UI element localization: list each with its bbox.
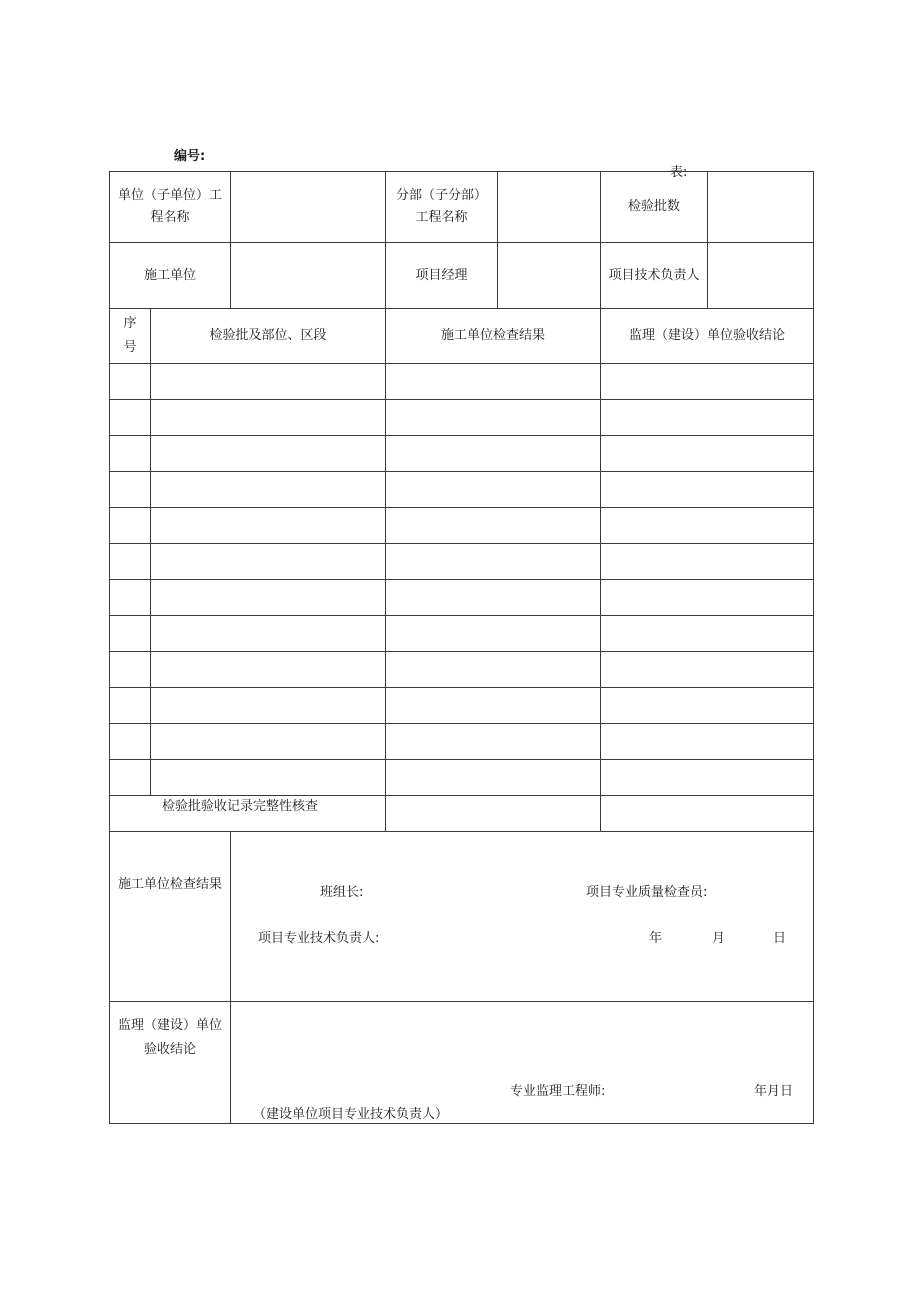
- table-row: [110, 364, 814, 400]
- sub-project-label-cell: [386, 172, 498, 243]
- supervision-engineer-label: 专业监理工程师:: [510, 1084, 606, 1099]
- batch-count-value[interactable]: [708, 172, 814, 243]
- supervision-conclusion-cell[interactable]: [601, 580, 814, 616]
- table-row: [110, 652, 814, 688]
- seq-cell[interactable]: [110, 436, 151, 472]
- batch-part-header-label: 检验批及部位、区段: [209, 328, 327, 343]
- year-label: 年: [649, 931, 663, 946]
- construction-unit-label-cell: [110, 243, 231, 309]
- tech-lead-label: 项目技术负责人: [608, 267, 700, 283]
- owner-tech-lead-note: （建设单位项目专业技术负责人）: [253, 1107, 449, 1122]
- seq-cell[interactable]: [110, 652, 151, 688]
- table-row: [110, 472, 814, 508]
- supervision-conclusion-cell[interactable]: [601, 760, 814, 796]
- construction-result-cell[interactable]: [386, 688, 601, 724]
- supervision-content[interactable]: [231, 1002, 814, 1124]
- tech-lead-value[interactable]: [708, 243, 814, 309]
- construction-result-cell[interactable]: [386, 616, 601, 652]
- table-row: [110, 724, 814, 760]
- unit-project-label: 单位（子单位）工程名称: [118, 188, 223, 225]
- supervision-conclusion-cell[interactable]: [601, 724, 814, 760]
- batch-part-cell[interactable]: [151, 724, 386, 760]
- batch-part-cell[interactable]: [151, 580, 386, 616]
- completeness-label: 检验批验收记录完整性核查: [162, 799, 319, 814]
- unit-project-label-cell: [110, 172, 231, 243]
- construction-result-cell[interactable]: [386, 724, 601, 760]
- batch-part-cell[interactable]: [151, 760, 386, 796]
- construction-tech-lead-label: 项目专业技术负责人:: [258, 931, 380, 946]
- batch-part-header: [151, 309, 386, 364]
- supervision-label-line1: 监理（建设）单位: [118, 1018, 223, 1033]
- table-row: [110, 400, 814, 436]
- seq-header: [110, 309, 151, 364]
- batch-count-label: 检验批数: [628, 199, 681, 214]
- completeness-construction-cell[interactable]: [386, 796, 601, 832]
- seq-cell[interactable]: [110, 508, 151, 544]
- acceptance-form: [109, 171, 814, 1124]
- seq-cell[interactable]: [110, 544, 151, 580]
- construction-result-cell[interactable]: [386, 544, 601, 580]
- construction-result-header: [386, 309, 601, 364]
- supervision-conclusion-header-label: 监理（建设）单位验收结论: [629, 328, 786, 343]
- table-row: [110, 616, 814, 652]
- seq-cell[interactable]: [110, 400, 151, 436]
- table-row: [110, 688, 814, 724]
- unit-project-value[interactable]: [231, 172, 386, 243]
- construction-result-cell[interactable]: [386, 580, 601, 616]
- table-row: [110, 760, 814, 796]
- month-label: 月: [712, 931, 726, 946]
- batch-part-cell[interactable]: [151, 436, 386, 472]
- supervision-label-cell: [110, 1002, 231, 1124]
- batch-part-cell[interactable]: [151, 544, 386, 580]
- batch-part-cell[interactable]: [151, 508, 386, 544]
- supervision-date-label: 年月日: [754, 1084, 794, 1099]
- seq-cell[interactable]: [110, 364, 151, 400]
- sub-project-label: 分部（子分部）工程名称: [396, 188, 488, 225]
- tech-lead-label-cell: [601, 243, 708, 309]
- seq-cell[interactable]: [110, 724, 151, 760]
- project-manager-value[interactable]: [498, 243, 601, 309]
- construction-result-header-label: 施工单位检查结果: [441, 328, 546, 343]
- completeness-label-cell: [110, 796, 386, 832]
- construction-check-label-cell: [110, 832, 231, 1002]
- project-manager-label-cell: [386, 243, 498, 309]
- team-leader-label: 班组长:: [320, 885, 364, 900]
- seq-cell[interactable]: [110, 688, 151, 724]
- table-row: [110, 508, 814, 544]
- supervision-conclusion-cell[interactable]: [601, 544, 814, 580]
- construction-check-content[interactable]: [231, 832, 814, 1002]
- serial-number-label: 编号:: [174, 149, 206, 164]
- supervision-conclusion-cell[interactable]: [601, 400, 814, 436]
- construction-result-cell[interactable]: [386, 760, 601, 796]
- seq-cell[interactable]: [110, 580, 151, 616]
- construction-result-cell[interactable]: [386, 364, 601, 400]
- construction-result-cell[interactable]: [386, 508, 601, 544]
- day-label: 日: [773, 931, 787, 946]
- seq-cell[interactable]: [110, 472, 151, 508]
- construction-result-cell[interactable]: [386, 400, 601, 436]
- construction-check-label: 施工单位检查结果: [118, 877, 223, 892]
- supervision-conclusion-cell[interactable]: [601, 652, 814, 688]
- construction-result-cell[interactable]: [386, 436, 601, 472]
- supervision-label-line2: 验收结论: [144, 1042, 197, 1057]
- quality-inspector-label: 项目专业质量检查员:: [586, 885, 708, 900]
- batch-part-cell[interactable]: [151, 652, 386, 688]
- table-row: [110, 580, 814, 616]
- seq-header-top: 序: [123, 316, 137, 331]
- batch-count-label-cell: [601, 172, 708, 243]
- supervision-conclusion-cell[interactable]: [601, 508, 814, 544]
- supervision-conclusion-cell[interactable]: [601, 364, 814, 400]
- supervision-conclusion-cell[interactable]: [601, 616, 814, 652]
- batch-part-cell[interactable]: [151, 472, 386, 508]
- batch-part-cell[interactable]: [151, 688, 386, 724]
- construction-result-cell[interactable]: [386, 652, 601, 688]
- supervision-conclusion-cell[interactable]: [601, 688, 814, 724]
- batch-part-cell[interactable]: [151, 616, 386, 652]
- supervision-conclusion-cell[interactable]: [601, 472, 814, 508]
- construction-result-cell[interactable]: [386, 472, 601, 508]
- table-number-label: 表:: [670, 165, 688, 180]
- seq-cell[interactable]: [110, 616, 151, 652]
- seq-header-bottom: 号: [123, 340, 137, 355]
- batch-part-cell[interactable]: [151, 364, 386, 400]
- batch-part-cell[interactable]: [151, 400, 386, 436]
- construction-unit-label: 施工单位: [144, 267, 197, 283]
- completeness-supervision-cell[interactable]: [601, 796, 814, 832]
- construction-unit-value[interactable]: [231, 243, 386, 309]
- sub-project-value[interactable]: [498, 172, 601, 243]
- supervision-conclusion-cell[interactable]: [601, 436, 814, 472]
- table-row: [110, 544, 814, 580]
- seq-cell[interactable]: [110, 760, 151, 796]
- table-row: [110, 436, 814, 472]
- supervision-conclusion-header: [601, 309, 814, 364]
- project-manager-label: 项目经理: [415, 267, 468, 283]
